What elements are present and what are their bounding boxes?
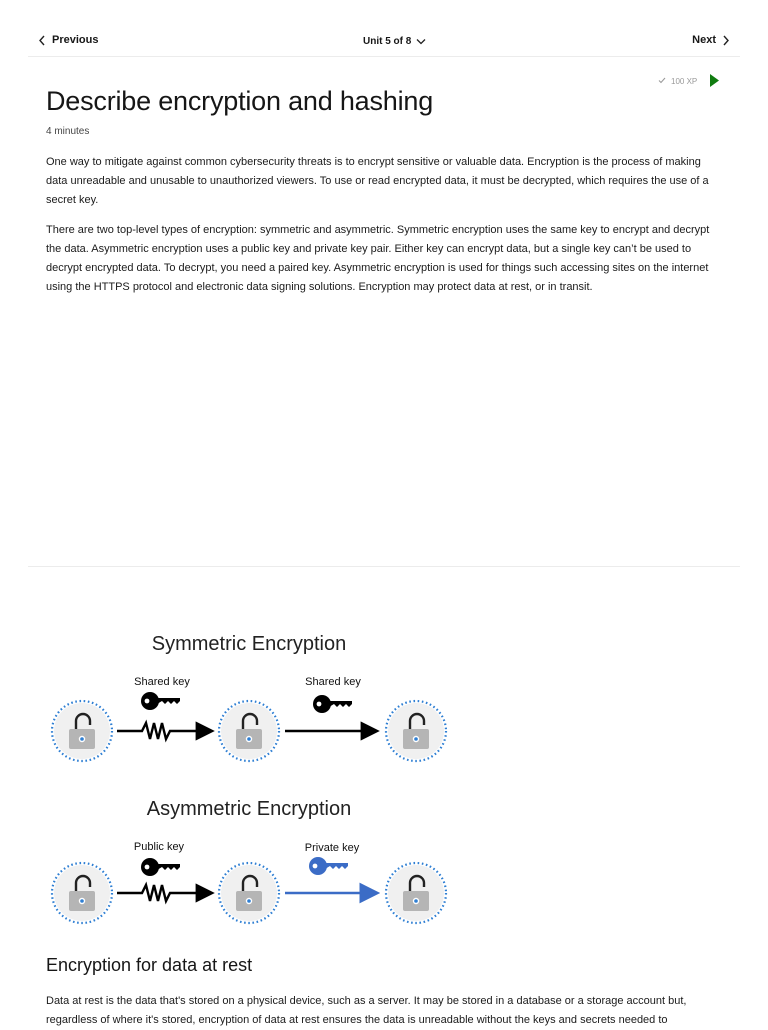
- private-key-icon: [309, 857, 348, 875]
- unit-navigation: [28, 28, 740, 57]
- encryption-diagram: [47, 622, 451, 928]
- symmetric-key-right-label: Shared key: [305, 676, 361, 688]
- paragraph-data-at-rest: Data at rest is the data that's stored on a physical device, such as a server. It may be stored in a database or a storage account but, regardless of where it's stored, encryption of data at rest ensures the data is unreadable without the keys and secrets needed to: [46, 995, 687, 1026]
- reading-duration: 4 minutes: [46, 126, 90, 137]
- shared-key-icon: [313, 695, 352, 713]
- symmetric-title: Symmetric Encryption: [151, 633, 347, 655]
- shared-key-icon: [141, 692, 180, 710]
- paragraph-intro: One way to mitigate against common cybersecurity threats is to encrypt sensitive or valuable data. Encryption is the process of making data unreadable and unusable to unauthorized viewers. To use or read encrypted data, it must be decrypted, which requires the use of a secret key.: [46, 156, 709, 206]
- paragraph-encryption-types: There are two top-level types of encryption: symmetric and asymmetric. Symmetric encryption uses the same key to encrypt and decrypt the data. Asymmetric encryption uses a public key and private key pair. Either key can encrypt data, but a single key can’t be used to decrypt encrypted data. To decrypt, you need a paired key. Asymmetric encryption is used for things such accessing sites on the internet using the HTTPS protocol and electronic data signing solutions. Encryption may protect data at rest, or in transit.: [46, 224, 710, 293]
- lock-icon: [386, 701, 446, 761]
- encrypt-arrow: [117, 723, 210, 739]
- chevron-left-icon: [38, 35, 46, 46]
- lock-icon: [386, 863, 446, 923]
- encrypt-arrow: [117, 885, 210, 901]
- private-key-label: Private key: [304, 842, 360, 854]
- lock-icon: [219, 701, 279, 761]
- unit-label: Unit 5 of 8: [363, 36, 412, 47]
- page-title: Describe encryption and hashing: [46, 86, 434, 116]
- previous-button[interactable]: [38, 34, 98, 46]
- public-key-icon: [141, 858, 180, 876]
- xp-indicator: [658, 74, 719, 89]
- section-heading: Encryption for data at rest: [46, 955, 253, 975]
- checkmark-icon: [658, 77, 666, 86]
- previous-label: Previous: [52, 34, 99, 46]
- lock-icon: [219, 863, 279, 923]
- section-divider: [28, 566, 740, 567]
- chevron-down-icon: [416, 38, 426, 45]
- next-label: Next: [692, 34, 716, 46]
- lock-icon: [52, 863, 112, 923]
- chevron-right-icon: [722, 35, 730, 46]
- play-icon[interactable]: [710, 74, 719, 89]
- next-button[interactable]: [692, 34, 730, 46]
- xp-label: 100 XP: [671, 77, 698, 86]
- symmetric-key-left-label: Shared key: [134, 676, 190, 688]
- public-key-label: Public key: [133, 841, 185, 853]
- asymmetric-title: Asymmetric Encryption: [146, 798, 352, 820]
- unit-selector[interactable]: [363, 36, 426, 47]
- lock-icon: [52, 701, 112, 761]
